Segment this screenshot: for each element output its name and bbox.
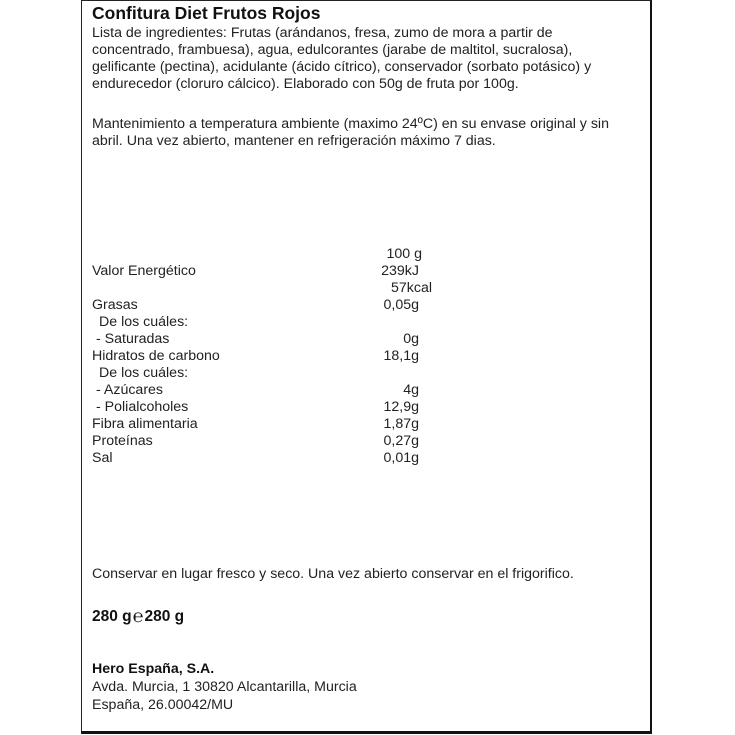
product-title: Confitura Diet Frutos Rojos — [92, 3, 321, 23]
ingredients-line: Lista de ingredientes: Frutas (arándanos, fresa, zumo de mora a partir de — [92, 25, 553, 41]
product-label — [81, 0, 652, 734]
nutrition-row-fat-subheader — [92, 314, 422, 331]
nutrition-header-row — [92, 246, 422, 263]
nutrition-value: 1,87g — [383, 416, 419, 432]
net-weight — [92, 605, 184, 626]
nutrition-value: 57kcal — [390, 280, 432, 296]
nutrition-label: - Azúcares — [96, 382, 164, 398]
nutrition-value: 0,27g — [383, 433, 419, 449]
nutrition-row-fibre — [92, 416, 422, 433]
nutrition-label: Proteínas — [92, 433, 153, 449]
net-weight-value: 280 g — [92, 608, 132, 625]
nutrition-label: - Polialcoholes — [96, 399, 189, 415]
estimated-sign-icon: ℮ — [132, 606, 144, 626]
ingredients-line: gelificante (pectina), acidulante (ácido cítrico), conservador (sorbato potásico) y — [92, 59, 592, 75]
nutrition-row-polyols — [92, 399, 422, 416]
nutrition-column-header: 100 g — [386, 246, 422, 262]
manufacturer-name: Hero España, S.A. — [92, 661, 215, 677]
nutrition-value: 4g — [403, 382, 419, 398]
nutrition-label: De los cuáles: — [99, 365, 189, 381]
nutrition-label: Fibra alimentaria — [92, 416, 198, 432]
net-weight-value: 280 g — [144, 608, 185, 625]
nutrition-value: 18,1g — [383, 348, 419, 364]
nutrition-table — [92, 246, 432, 467]
nutrition-label: Grasas — [92, 297, 138, 313]
nutrition-row-carbohydrates — [92, 348, 422, 365]
storage-line: abril. Una vez abierto, mantener en refrigeración máximo 7 dias. — [92, 133, 496, 149]
nutrition-value: 0,05g — [383, 297, 419, 313]
nutrition-label: Hidratos de carbono — [92, 348, 220, 364]
nutrition-row-carb-subheader — [92, 365, 422, 382]
nutrition-value: 0,01g — [383, 450, 419, 466]
nutrition-value: 239kJ — [381, 263, 419, 279]
nutrition-row-fat — [92, 297, 422, 314]
storage-line: Mantenimiento a temperatura ambiente (maximo 24ºC) en su envase original y sin — [92, 116, 609, 132]
nutrition-label: De los cuáles: — [99, 314, 189, 330]
nutrition-value: 0g — [403, 331, 419, 347]
nutrition-label: Sal — [92, 450, 113, 466]
manufacturer-registration: España, 26.00042/MU — [92, 697, 234, 713]
nutrition-row-protein — [92, 433, 422, 450]
nutrition-label: Valor Energético — [92, 263, 196, 279]
nutrition-row-energy-kj — [92, 263, 422, 280]
storage-instructions — [92, 116, 609, 150]
nutrition-value: 12,9g — [383, 399, 419, 415]
nutrition-label: - Saturadas — [96, 331, 170, 347]
ingredients-list — [92, 25, 591, 93]
nutrition-row-sugars — [92, 382, 422, 399]
conservation-text: Conservar en lugar fresco y seco. Una vez abierto conservar en el frigorifico. — [92, 566, 574, 582]
manufacturer-address: Avda. Murcia, 1 30820 Alcantarilla, Murcia — [92, 679, 357, 695]
ingredients-line: concentrado, frambuesa), agua, edulcorantes (jarabe de maltitol, sucralosa), — [92, 42, 573, 58]
nutrition-row-saturated — [92, 331, 422, 348]
nutrition-row-energy-kcal — [92, 280, 432, 297]
ingredients-line: endurecedor (cloruro cálcico). Elaborado con 50g de fruta por 100g. — [92, 76, 519, 92]
nutrition-row-salt — [92, 450, 422, 467]
